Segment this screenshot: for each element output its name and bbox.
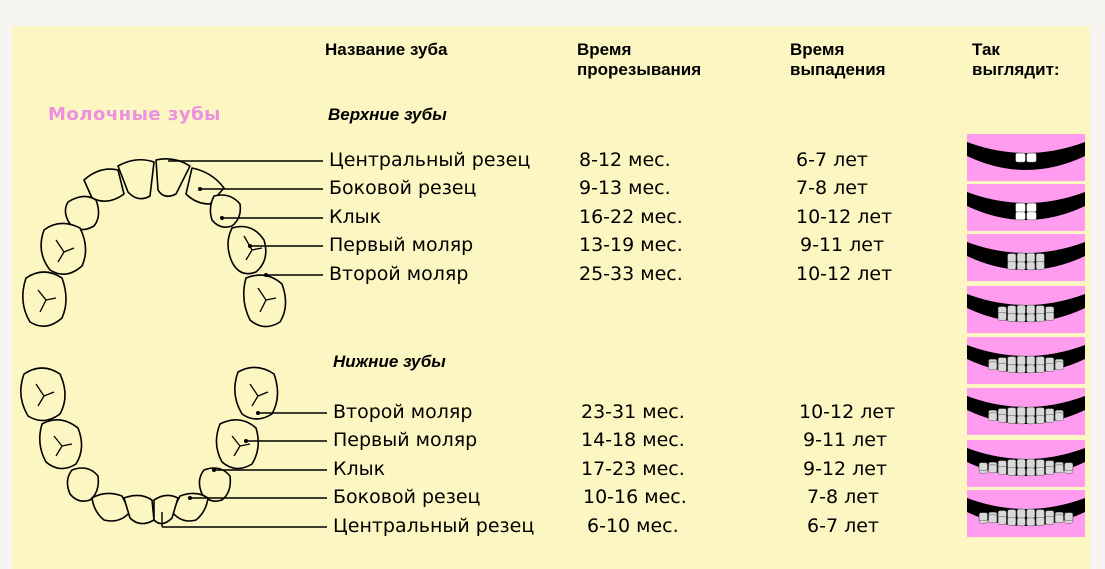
shedding-time: 10-12 лет xyxy=(796,263,893,285)
lower-tooth xyxy=(1017,518,1025,526)
lower-tooth xyxy=(1036,415,1044,423)
lower-tooth xyxy=(998,466,1006,474)
stage-thumbnail-7 xyxy=(967,440,1085,487)
mouth-shape xyxy=(967,396,1085,424)
upper-tooth xyxy=(1016,153,1026,162)
upper-tooth xyxy=(1016,203,1026,212)
tooth-name: Центральный резец xyxy=(329,149,531,171)
lower-tooth xyxy=(1008,467,1016,475)
lower-tooth xyxy=(1008,313,1016,321)
eruption-time: 16-22 мес. xyxy=(579,206,683,228)
lower-tooth xyxy=(1065,513,1073,521)
lower-tooth xyxy=(1017,262,1025,270)
lower-tooth xyxy=(1036,364,1044,372)
lower-tooth xyxy=(1036,467,1044,475)
shedding-time: 10-12 лет xyxy=(796,206,893,228)
lower-tooth xyxy=(998,414,1006,422)
upper-tooth xyxy=(1017,305,1025,314)
stage-thumbnail-6 xyxy=(967,388,1085,435)
upper-tooth xyxy=(1027,407,1035,416)
mouth-shape xyxy=(967,345,1085,373)
lower-tooth xyxy=(979,463,987,471)
eruption-time: 25-33 мес. xyxy=(579,263,683,285)
mouth-shape xyxy=(967,294,1085,322)
header-looks-line1: Так xyxy=(972,40,1000,59)
stage-thumbnail-2 xyxy=(967,184,1085,231)
pointer-lines xyxy=(162,161,327,527)
upper-tooth xyxy=(1017,407,1025,416)
lower-tooth xyxy=(1027,262,1035,270)
header-shedding-line1: Время xyxy=(790,40,845,59)
lower-tooth xyxy=(1046,516,1054,524)
eruption-time: 17-23 мес. xyxy=(581,458,685,480)
mouth-shape xyxy=(967,142,1085,170)
tooth-name: Клык xyxy=(333,458,386,480)
lower-tooth xyxy=(1027,468,1035,476)
lower-tooth xyxy=(1046,363,1054,371)
lower-tooth xyxy=(989,465,997,473)
lower-tooth xyxy=(1017,416,1025,424)
lower-canine-left xyxy=(67,468,98,501)
upper-central-incisor-right xyxy=(156,159,190,196)
header-shedding-line2: выпадения xyxy=(790,60,886,79)
tooth-name: Боковой резец xyxy=(329,177,477,199)
tooth-name: Второй моляр xyxy=(333,401,473,423)
lower-tooth xyxy=(1008,261,1016,269)
tooth-name: Второй моляр xyxy=(329,263,469,285)
stage-thumbnail-1 xyxy=(967,134,1085,181)
upper-tooth xyxy=(1027,356,1035,365)
shedding-time: 9-11 лет xyxy=(800,234,885,256)
stage-thumbnail-8 xyxy=(967,490,1085,537)
shedding-time: 7-8 лет xyxy=(796,177,868,199)
shedding-time: 6-7 лет xyxy=(796,149,868,171)
lower-tooth xyxy=(1027,518,1035,526)
eruption-time: 13-19 мес. xyxy=(579,234,683,256)
tooth-name: Первый моляр xyxy=(329,234,474,256)
lower-tooth xyxy=(1055,515,1063,523)
lower-tooth xyxy=(1046,414,1054,422)
shedding-time: 9-12 лет xyxy=(803,458,888,480)
lower-tooth xyxy=(1017,365,1025,373)
lower-tooth xyxy=(1016,212,1026,220)
upper-first-molar-left xyxy=(41,223,85,274)
lower-tooth xyxy=(998,516,1006,524)
stage-thumbnail-3 xyxy=(967,234,1085,281)
shedding-time: 6-7 лет xyxy=(807,515,879,537)
lower-tooth xyxy=(1065,463,1073,471)
lower-tooth xyxy=(1008,415,1016,423)
deciduous-teeth-title: Молочные зубы xyxy=(48,104,221,125)
lower-first-molar-right xyxy=(216,420,258,469)
stage-thumbnail-5 xyxy=(967,337,1085,384)
lower-teeth-title: Нижние зубы xyxy=(333,352,446,371)
eruption-time: 23-31 мес. xyxy=(581,401,685,423)
lower-tooth xyxy=(1046,466,1054,474)
upper-tooth xyxy=(1027,203,1037,212)
lower-tooth xyxy=(1046,312,1054,320)
tooth-name: Первый моляр xyxy=(333,429,478,451)
lower-tooth xyxy=(1008,517,1016,525)
shedding-time: 7-8 лет xyxy=(807,486,879,508)
lower-tooth xyxy=(989,362,997,370)
upper-tooth xyxy=(1027,153,1037,162)
eruption-time: 14-18 мес. xyxy=(581,429,685,451)
lower-tooth xyxy=(1027,314,1035,322)
upper-tooth xyxy=(1017,253,1025,262)
lower-tooth xyxy=(1017,314,1025,322)
lower-tooth xyxy=(1027,212,1037,220)
tooth-name: Центральный резец xyxy=(333,515,535,537)
shedding-time: 9-11 лет xyxy=(803,429,888,451)
lower-tooth xyxy=(1036,517,1044,525)
upper-tooth xyxy=(1017,509,1025,518)
mouth-shape xyxy=(967,242,1085,270)
lower-tooth xyxy=(1027,416,1035,424)
lower-tooth xyxy=(1055,465,1063,473)
eruption-time: 8-12 мес. xyxy=(579,149,671,171)
stage-thumbnail-4 xyxy=(967,286,1085,333)
upper-teeth-title: Верхние зубы xyxy=(328,105,447,124)
lower-central-incisor-right xyxy=(154,495,178,523)
upper-tooth xyxy=(1017,459,1025,468)
tooth-name: Боковой резец xyxy=(333,486,481,508)
upper-first-molar-right xyxy=(228,227,266,274)
lower-tooth xyxy=(998,312,1006,320)
upper-second-molar-right xyxy=(244,275,286,326)
eruption-time: 6-10 мес. xyxy=(587,515,679,537)
lower-tooth xyxy=(1027,365,1035,373)
upper-second-molar-left xyxy=(23,272,66,326)
lower-tooth xyxy=(1036,313,1044,321)
lower-tooth xyxy=(998,363,1006,371)
header-eruption-line1: Время xyxy=(577,40,632,59)
eruption-time: 9-13 мес. xyxy=(579,177,671,199)
lower-tooth xyxy=(1036,261,1044,269)
upper-canine-right xyxy=(210,195,240,227)
lower-tooth xyxy=(1055,362,1063,370)
lower-tooth xyxy=(979,513,987,521)
lower-tooth xyxy=(989,413,997,421)
lower-tooth xyxy=(1008,364,1016,372)
header-looks-line2: выглядит: xyxy=(972,60,1060,79)
lower-central-incisor-left xyxy=(124,495,154,523)
upper-tooth xyxy=(1027,509,1035,518)
eruption-time: 10-16 мес. xyxy=(583,486,687,508)
lower-tooth xyxy=(1055,413,1063,421)
upper-tooth xyxy=(1027,459,1035,468)
upper-tooth xyxy=(1027,305,1035,314)
upper-tooth xyxy=(1027,253,1035,262)
shedding-time: 10-12 лет xyxy=(799,401,896,423)
header-tooth-name: Название зуба xyxy=(325,40,448,59)
tooth-name: Клык xyxy=(329,206,382,228)
mouth-shape xyxy=(967,192,1085,220)
header-eruption-line2: прорезывания xyxy=(577,60,702,79)
upper-tooth xyxy=(1017,356,1025,365)
upper-jaw xyxy=(23,159,286,327)
lower-tooth xyxy=(1017,468,1025,476)
lower-tooth xyxy=(989,515,997,523)
